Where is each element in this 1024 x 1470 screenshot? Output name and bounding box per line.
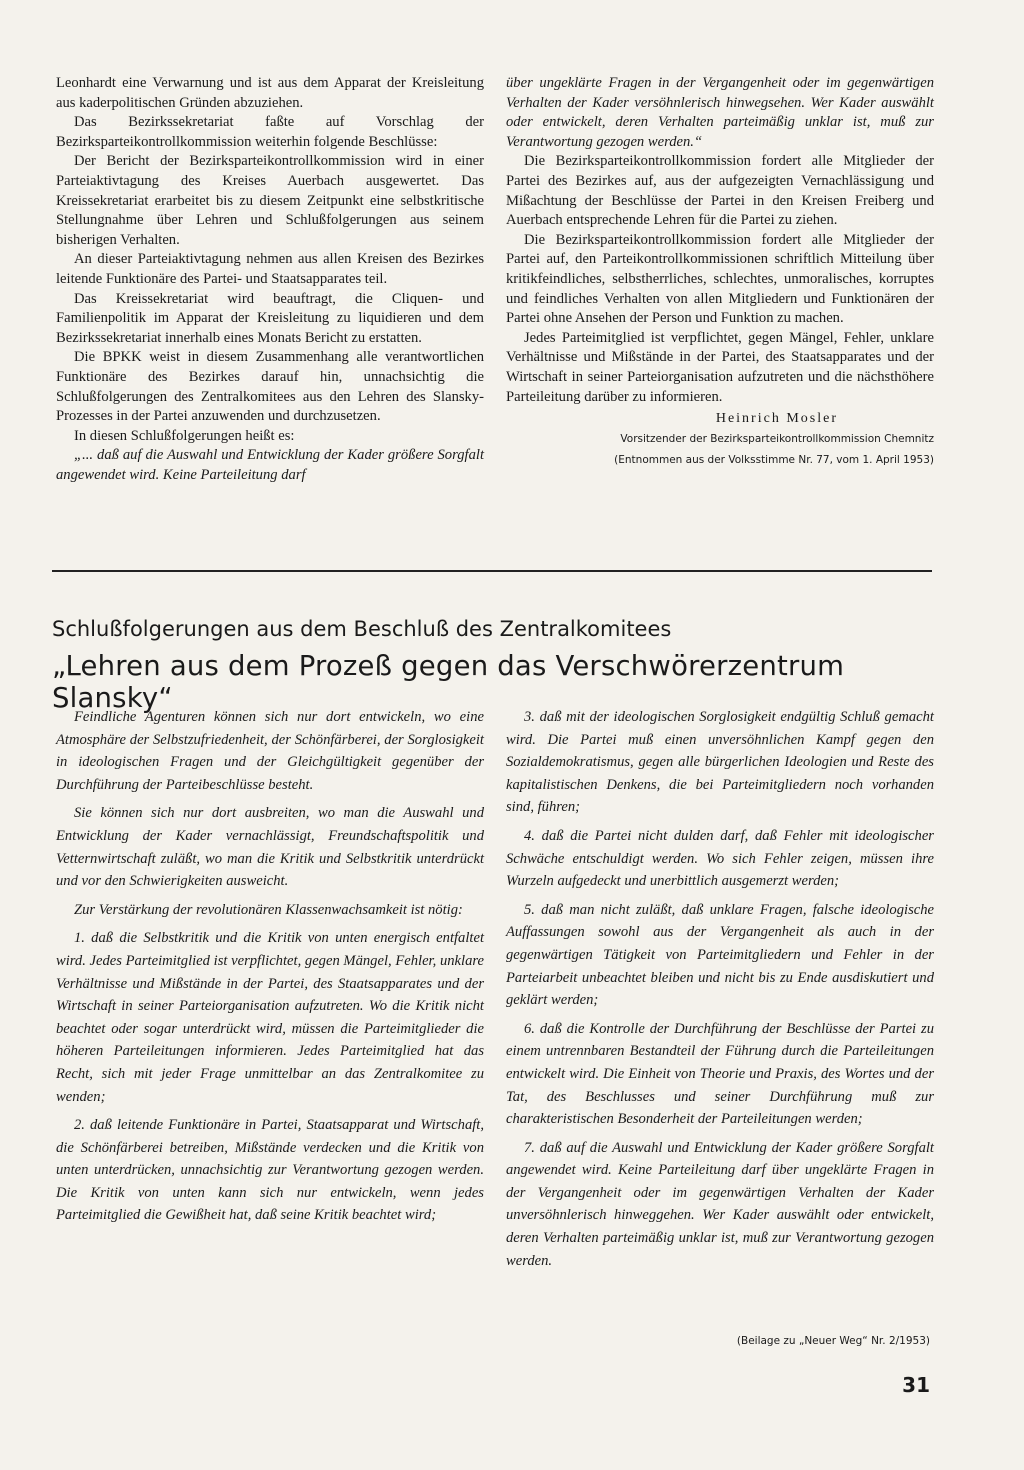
- article-paragraph: 3. daß mit der ideologischen Sorglosigkeit endgültig Schluß gemacht wird. Die Partei muß einen unversöhnlichen Kampf gegen den Sozialdemokratismus, gegen alle bürgerlichen Ideologien und Reste des kapitalistischen Denkens, die bei Parteimitgliedern noch vorhanden sind, führen;: [506, 709, 934, 816]
- article-headline: „Lehren aus dem Prozeß gegen das Verschwörerzentrum Slansky“: [52, 650, 845, 714]
- paragraph: Leonhardt eine Verwarnung und ist aus dem Apparat der Kreisleitung aus kaderpolitischen Gründen abzuziehen.: [56, 75, 484, 111]
- quote-paragraph: „... daß auf die Auswahl und Entwicklung der Kader größere Sorgfalt angewendet wird. Keine Parteileitung darf: [56, 447, 484, 483]
- signature-name: Heinrich Mosler: [715, 411, 838, 427]
- source-note: (Entnommen aus der Volksstimme Nr. 77, vom 1. April 1953): [614, 454, 934, 467]
- article-paragraph: Zur Verstärkung der revolutionären Klassenwachsamkeit ist nötig:: [74, 901, 463, 918]
- paragraph: Die BPKK weist in diesem Zusammenhang alle verantwortlichen Funktionäre des Bezirkes darauf hin, unnachsichtig die Schlußfolgerungen des Zentralkomitees aus den Lehren des Slansky-Prozesses in der Partei anzuwenden und durchzusetzen.: [56, 349, 484, 425]
- quote-paragraph: über ungeklärte Fragen in der Vergangenheit oder im gegenwärtigen Verhalten der Kader versöhnlerisch hinwegsehen. Wer Kader auswählt oder entwickelt, deren Verhalten parteimäßig unklar ist, muß zur Verantwortung gezogen werden.“: [506, 75, 934, 150]
- article-source-note: (Beilage zu „Neuer Weg“ Nr. 2/1953): [736, 1335, 930, 1347]
- paragraph: Die Bezirksparteikontrollkommission fordert alle Mitglieder der Partei auf, den Parteikontrollkommissionen schriftlich Mitteilung über kritikfeindliches, selbstherrliches, schlechtes, unmoralisches, korruptes und feindliches Verhalten von allen Mitgliedern und Funktionären der Partei ohne Ansehen der Person und Funktion zu machen.: [506, 231, 934, 327]
- paragraph: Die Bezirksparteikontrollkommission fordert alle Mitglieder der Partei des Bezirkes auf, aus der aufgezeigten Vernachlässigung und Mißachtung der Beschlüsse der Partei in den Kreisen Freiberg und Auerbach entsprechende Lehren für die Partei zu ziehen.: [506, 153, 934, 229]
- signature-role: Vorsitzender der Bezirksparteikontrollkommission Chemnitz: [620, 432, 934, 445]
- article-paragraph: 6. daß die Kontrolle der Durchführung der Beschlüsse der Partei zu einem untrennbaren Bestandteil der Führung durch die Parteileitungen entwickelt wird. Die Einheit von Theorie und Praxis, des Wortes und der Tat, des Beschlusses und seiner Durchführung muß zur charakteristischen Besonderheit der Parteileitungen werden;: [506, 1020, 934, 1128]
- article-kicker: Schlußfolgerungen aus dem Beschluß des Zentralkomitees: [52, 617, 672, 641]
- page-number: 31: [902, 1373, 930, 1397]
- article-paragraph: Feindliche Agenturen können sich nur dort entwickeln, wo eine Atmosphäre der Selbstzufriedenheit, der Schönfärberei, der Sorglosigkeit in ideologischen Fragen und der Gleichgültigkeit gegenüber der Durchführung der Parteibeschlüsse besteht.: [56, 709, 484, 793]
- top-left-column: [56, 74, 484, 485]
- paragraph: Das Kreissekretariat wird beauftragt, die Cliquen- und Familienpolitik im Apparat der Kreisleitung zu liquidieren und dem Bezirkssekretariat innerhalb eines Monats Bericht zu erstatten.: [56, 290, 484, 346]
- article-left-column: [56, 706, 484, 1233]
- article-paragraph: 7. daß auf die Auswahl und Entwicklung der Kader größere Sorgfalt angewendet wird. Keine Parteileitung darf über ungeklärte Fragen in der Vergangenheit oder im gegenwärtigen Verhalten der Kader unversöhnlerisch hinweggehen. Wer Kader auswählt oder entwickelt, deren Verhalten parteimäßig unklar ist, muß zur Verantwortung gezogen werden.: [506, 1139, 934, 1269]
- paragraph: Das Bezirkssekretariat faßte auf Vorschlag der Bezirksparteikontrollkommission weiterhin folgende Beschlüsse:: [56, 114, 484, 150]
- paragraph: Jedes Parteimitglied ist verpflichtet, gegen Mängel, Fehler, unklare Verhältnisse und Mißstände in der Partei, des Staatsapparates und der Wirtschaft in seiner Parteiorganisation aufzutreten und die nächsthöhere Parteileitung darüber zu informieren.: [506, 329, 934, 405]
- article-right-column: [506, 706, 934, 1278]
- paragraph: An dieser Parteiaktivtagung nehmen aus allen Kreisen des Bezirkes leitende Funktionäre des Partei- und Staatsapparates teil.: [56, 251, 484, 287]
- article-paragraph: 2. daß leitende Funktionäre in Partei, Staatsapparat und Wirtschaft, die Schönfärberei betreiben, Mißstände verdecken und die Kritik von unten unterdrücken, unnachsichtig zur Verantwortung gezogen werden. Die Kritik von unten kann sich nur entwickeln, wenn jedes Parteimitglied die Gewißheit hat, daß seine Kritik beachtet wird;: [56, 1117, 484, 1224]
- paragraph: In diesen Schlußfolgerungen heißt es:: [74, 427, 295, 444]
- article-paragraph: 1. daß die Selbstkritik und die Kritik von unten energisch entfaltet wird. Jedes Parteimitglied ist verpflichtet, gegen Mängel, Fehler, unklare Verhältnisse und Mißstände in der Partei, des Staatsapparates und der Wirtschaft in seiner Parteiorganisation aufzutreten. Wo die Kritik nicht beachtet oder sogar unterdrückt wird, müssen die Parteimitglieder die höheren Parteileitungen informieren. Jedes Parteimitglied hat das Recht, sich mit jeder Frage unmittelbar an das Zentralkomitee zu wenden;: [56, 930, 484, 1105]
- top-right-column: [506, 74, 934, 471]
- article-paragraph: 5. daß man nicht zuläßt, daß unklare Fragen, falsche ideologische Auffassungen sowohl aus der Vergangenheit als auch in der gegenwärtigen Tätigkeit von Parteimitgliedern und Fehler in der Parteiarbeit unbeachtet bleiben und nicht bis zu Ende ausdiskutiert und geklärt werden;: [506, 901, 934, 1009]
- section-divider: [52, 570, 932, 572]
- article-paragraph: Sie können sich nur dort ausbreiten, wo man die Auswahl und Entwicklung der Kader vernachlässigt, Freundschaftspolitik und Vetternwirtschaft zuläßt, wo man die Kritik und Selbstkritik unterdrückt und vor den Schwierigkeiten ausweicht.: [56, 805, 484, 890]
- paragraph: Der Bericht der Bezirksparteikontrollkommission wird in einer Parteiaktivtagung des Kreises Auerbach ausgewertet. Das Kreissekretariat erarbeitet bis zu diesem Zeitpunkt eine selbstkritische Stellungnahme über Lehren und Schlußfolgerungen aus seinem bisherigen Verhalten.: [56, 153, 484, 248]
- article-paragraph: 4. daß die Partei nicht dulden darf, daß Fehler mit ideologischer Schwäche entschuldigt werden. Wo sich Fehler zeigen, müssen ihre Wurzeln aufgedeckt und unerbittlich ausgemerzt werden;: [506, 827, 934, 890]
